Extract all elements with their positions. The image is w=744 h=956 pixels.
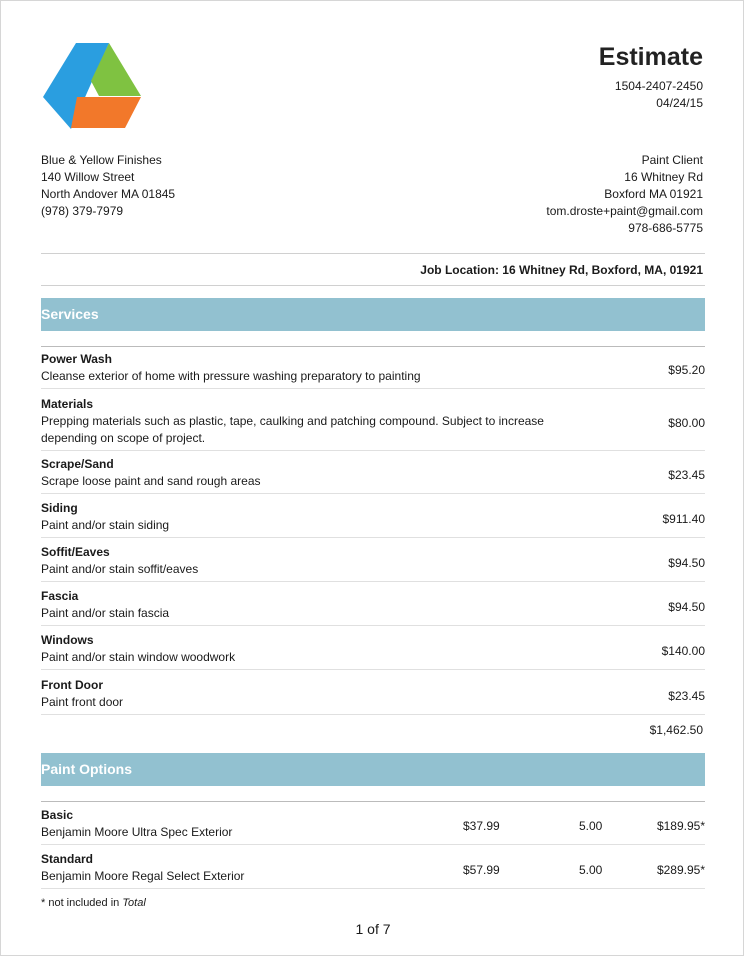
service-name: Power Wash xyxy=(41,352,112,366)
service-name: Front Door xyxy=(41,678,103,692)
paint-option-name: Standard xyxy=(41,852,94,866)
document-title: Estimate xyxy=(598,43,703,71)
service-price: $94.50 xyxy=(668,599,705,614)
service-price: $80.00 xyxy=(668,416,705,430)
paint-option-quantity: 5.00 xyxy=(579,862,603,877)
divider xyxy=(41,253,705,254)
paint-option-description: Benjamin Moore Regal Select Exterior xyxy=(41,869,245,883)
service-price: $94.50 xyxy=(668,555,705,570)
service-row xyxy=(41,588,705,626)
service-name: Fascia xyxy=(41,589,79,603)
estimate-number: 1504-2407-2450 xyxy=(614,79,703,93)
paint-option-description: Benjamin Moore Ultra Spec Exterior xyxy=(41,825,233,839)
footnote-emphasis: Total xyxy=(122,897,146,909)
service-description: Paint and/or stain window woodwork xyxy=(41,650,236,664)
service-name: Siding xyxy=(41,501,78,515)
client-phone: 978-686-5775 xyxy=(628,221,703,235)
service-row xyxy=(41,500,705,538)
service-description: Paint and/or stain siding xyxy=(41,518,170,532)
service-description: Paint front door xyxy=(41,695,124,709)
service-row xyxy=(41,677,705,715)
client-name: Paint Client xyxy=(641,153,703,167)
paint-option-row xyxy=(41,851,705,889)
client-email[interactable]: tom.droste+paint@gmail.com xyxy=(546,204,703,218)
service-row xyxy=(41,632,705,670)
divider xyxy=(41,285,705,286)
service-price: $23.45 xyxy=(668,688,705,703)
company-phone: (978) 379-7979 xyxy=(41,204,124,218)
company-address xyxy=(41,152,175,220)
service-description: Paint and/or stain fascia xyxy=(41,606,170,620)
services-total: $1,462.50 xyxy=(649,723,703,737)
job-location: Job Location: 16 Whitney Rd, Boxford, MA, 01921 xyxy=(420,263,703,277)
service-name: Windows xyxy=(41,633,94,647)
paint-options-section-header: Paint Options xyxy=(41,753,705,786)
paint-option-unit-price: $57.99 xyxy=(463,862,500,877)
company-name: Blue & Yellow Finishes xyxy=(41,153,162,167)
service-description: Cleanse exterior of home with pressure washing preparatory to painting xyxy=(41,369,421,383)
paint-option-row xyxy=(41,807,705,845)
paint-option-total: $289.95* xyxy=(656,862,705,877)
page-indicator: 1 of 7 xyxy=(355,921,391,937)
services-section-header: Services xyxy=(41,298,705,331)
service-row xyxy=(41,396,705,451)
service-name: Materials xyxy=(41,397,94,411)
service-price: $95.20 xyxy=(668,362,705,377)
service-price: $911.40 xyxy=(662,511,705,526)
footnote-text: * not included in xyxy=(41,897,123,909)
service-row xyxy=(41,544,705,582)
service-price: $140.00 xyxy=(661,643,705,658)
client-city: Boxford MA 01921 xyxy=(604,187,703,201)
service-row xyxy=(41,456,705,494)
triangle-logo-icon xyxy=(41,41,143,131)
divider xyxy=(41,801,705,802)
company-street: 140 Willow Street xyxy=(41,170,135,184)
service-price: $23.45 xyxy=(668,467,705,482)
service-description: Paint and/or stain soffit/eaves xyxy=(41,562,199,576)
service-name: Soffit/Eaves xyxy=(41,545,110,559)
service-name: Scrape/Sand xyxy=(41,457,114,471)
divider xyxy=(41,346,705,347)
service-row xyxy=(41,351,705,389)
paint-option-name: Basic xyxy=(41,808,74,822)
client-address xyxy=(546,152,703,237)
paint-option-unit-price: $37.99 xyxy=(463,818,500,833)
service-description: Prepping materials such as plastic, tape, caulking and patching compound. Subject to increase depending on scope of project. xyxy=(41,414,544,445)
estimate-date: 04/24/15 xyxy=(656,96,703,110)
paint-option-total: $189.95* xyxy=(656,818,705,833)
client-street: 16 Whitney Rd xyxy=(624,170,703,184)
footnote xyxy=(41,897,146,909)
company-city: North Andover MA 01845 xyxy=(41,187,176,201)
service-description: Scrape loose paint and sand rough areas xyxy=(41,474,261,488)
paint-option-quantity: 5.00 xyxy=(579,818,603,833)
